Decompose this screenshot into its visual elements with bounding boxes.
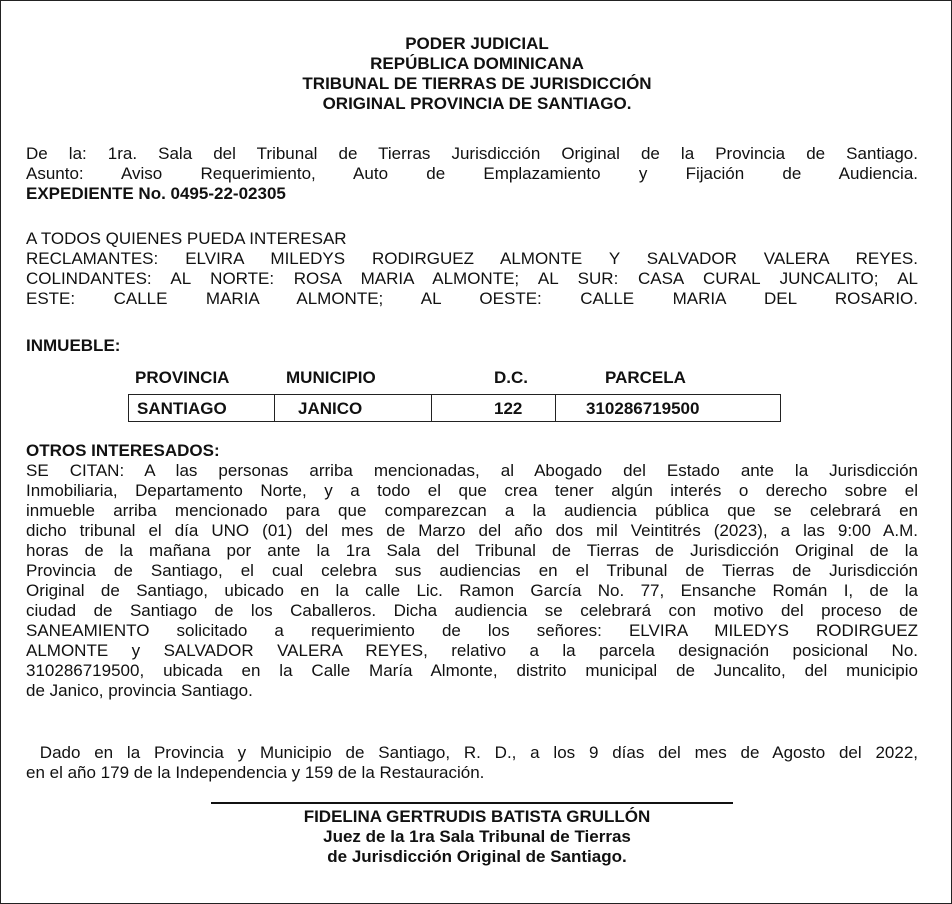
otros-line: Original de Santiago, ubicado en la calle Lic. Ramon García No. 77, Ensanche Román I, de la	[26, 581, 918, 600]
otros-line: ALMONTE y SALVADOR VALERA REYES, relativo a la parcela designación posicional No.	[26, 641, 918, 660]
judge-name: FIDELINA GERTRUDIS BATISTA GRULLÓN	[303, 807, 651, 826]
signature-block	[1, 807, 952, 867]
reclamantes-line: RECLAMANTES: ELVIRA MILEDYS RODIRGUEZ ALMONTE Y SALVADOR VALERA REYES.	[26, 249, 918, 268]
otros-line: SANEAMIENTO solicitado a requerimiento de los señores: ELVIRA MILEDYS RODIRGUEZ	[26, 621, 918, 640]
dado-line-1: Dado en la Provincia y Municipio de Santiago, R. D., a los 9 días del mes de Agosto del 2022,	[26, 743, 918, 762]
colindantes-line-1: COLINDANTES: AL NORTE: ROSA MARIA ALMONTE; AL SUR: CASA CURAL JUNCALITO; AL	[26, 269, 918, 288]
otros-line: Provincia de Santiago, el cual celebra sus audiencias en el Tribunal de Tierras de Jurisdicción	[26, 561, 918, 580]
otros-heading: OTROS INTERESADOS:	[26, 441, 220, 460]
inmueble-label: INMUEBLE:	[26, 336, 121, 355]
parties-block	[26, 229, 918, 309]
cell-divider	[555, 395, 556, 421]
otros-line: dicho tribunal el día UNO (01) del mes de Marzo del año dos mil Veintitrés (2023), a las 9:00 A.M.	[26, 521, 918, 540]
cell-divider	[431, 395, 432, 421]
otros-line: inmueble arriba mencionado para que comparezcan a la audiencia pública que se celebrará en	[26, 501, 918, 520]
col-provincia: PROVINCIA	[135, 368, 230, 387]
cell-provincia: SANTIAGO	[137, 399, 227, 418]
header-line-1: PODER JUDICIAL	[405, 34, 549, 53]
otros-line: 310286719500, ubicada en la Calle María Almonte, distrito municipal de Juncalito, del municipio	[26, 661, 918, 680]
signature-line	[211, 802, 733, 804]
otros-line: de Janico, provincia Santiago.	[26, 681, 253, 700]
otros-line: horas de la mañana por ante la 1ra Sala del Tribunal de Tierras de Jurisdicción Original de la	[26, 541, 918, 560]
judge-title-2: de Jurisdicción Original de Santiago.	[327, 847, 627, 866]
judge-title-1: Juez de la 1ra Sala Tribunal de Tierras	[323, 827, 631, 846]
table-header	[128, 368, 781, 394]
otros-line: ciudad de Santiago de los Caballeros. Dicha audiencia se celebrará con motivo del proceso de	[26, 601, 918, 620]
table-row	[128, 394, 781, 422]
notice-header	[1, 34, 952, 114]
header-line-4: ORIGINAL PROVINCIA DE SANTIAGO.	[322, 94, 632, 113]
col-parcela: PARCELA	[605, 368, 686, 387]
colindantes-line-2: ESTE: CALLE MARIA ALMONTE; AL OESTE: CALLE MARIA DEL ROSARIO.	[26, 289, 918, 308]
cell-municipio: JANICO	[298, 399, 363, 418]
intro-line-2: Asunto: Aviso Requerimiento, Auto de Emplazamiento y Fijación de Audiencia.	[26, 164, 918, 183]
dado-block	[26, 743, 918, 783]
parties-line-1: A TODOS QUIENES PUEDA INTERESAR	[26, 229, 347, 248]
header-line-3: TRIBUNAL DE TIERRAS DE JURISDICCIÓN	[302, 74, 652, 93]
inmueble-table	[128, 368, 781, 422]
header-line-2: REPÚBLICA DOMINICANA	[370, 54, 584, 73]
intro-line-1: De la: 1ra. Sala del Tribunal de Tierras Jurisdicción Original de la Provincia de Santiago.	[26, 144, 918, 163]
col-municipio: MUNICIPIO	[286, 368, 376, 387]
cell-parcela: 310286719500	[586, 399, 700, 418]
col-dc: D.C.	[494, 368, 528, 387]
expediente-number: EXPEDIENTE No. 0495-22-02305	[26, 184, 286, 203]
cell-divider	[274, 395, 275, 421]
intro-block	[26, 144, 918, 204]
otros-line: SE CITAN: A las personas arriba mencionadas, al Abogado del Estado ante la Jurisdicción	[26, 461, 918, 480]
otros-block	[26, 441, 918, 701]
dado-line-2: en el año 179 de la Independencia y 159 de la Restauración.	[26, 763, 485, 782]
cell-dc: 122	[494, 399, 523, 418]
otros-line: Inmobiliaria, Departamento Norte, y a todo el que crea tener algún interés o derecho sobre el	[26, 481, 918, 500]
